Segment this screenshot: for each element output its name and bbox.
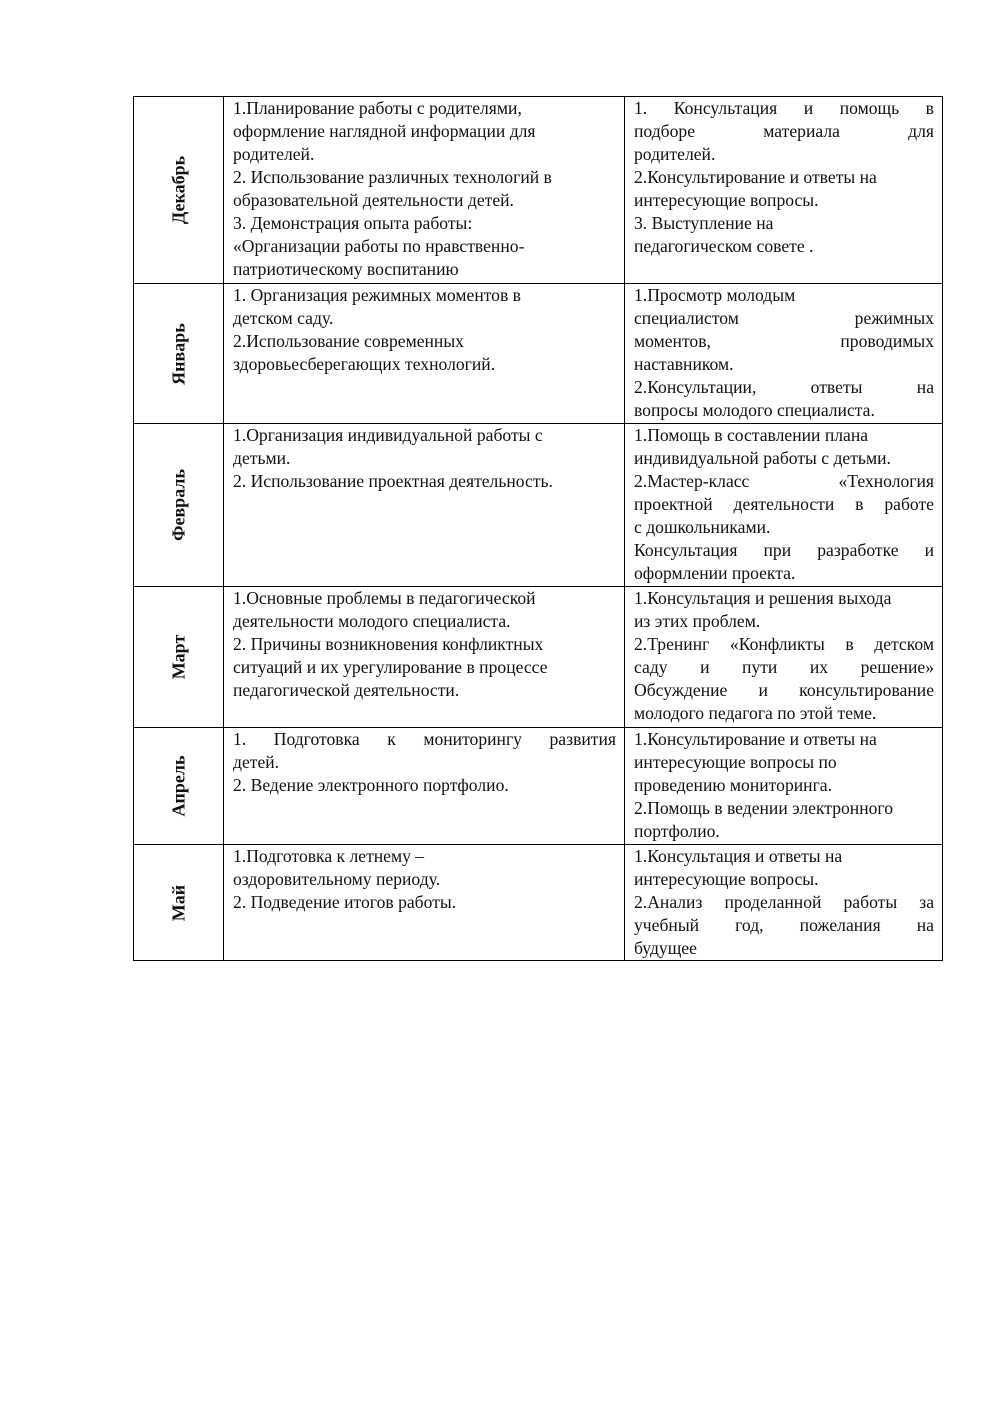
task-line: 1.Подготовка к летнему – (233, 846, 425, 866)
month-cell (134, 284, 224, 424)
form-line: из этих проблем. (634, 611, 761, 631)
forms-cell (625, 587, 943, 728)
form-line: 3. Выступление на (634, 213, 774, 233)
form-line: интересующие вопросы. (634, 869, 819, 889)
forms-cell (625, 845, 943, 961)
task-line: 2. Подведение итогов работы. (233, 892, 457, 912)
table-row (134, 424, 943, 587)
task-line: родителей. (233, 144, 315, 164)
form-line: 2.Анализ проделанной работы за (634, 892, 934, 912)
table-row (134, 845, 943, 961)
form-line: 2.Консультации, ответы на (634, 377, 934, 397)
form-line: 2.Тренинг «Конфликты в детском (634, 634, 934, 654)
month-label: Январь (168, 322, 188, 385)
task-line: оформление наглядной информации для (233, 121, 536, 141)
form-line: педагогическом совете . (634, 236, 814, 256)
task-line: детьми. (233, 448, 291, 468)
form-line: 1.Помощь в составлении плана (634, 425, 869, 445)
tasks-cell (224, 97, 625, 284)
task-line: 2. Использование проектная деятельность. (233, 471, 553, 491)
month-label: Февраль (168, 469, 188, 541)
form-line: оформлении проекта. (634, 563, 796, 583)
task-line: оздоровительному периоду. (233, 869, 441, 889)
tasks-cell (224, 284, 625, 424)
form-line: 1.Консультация и ответы на (634, 846, 843, 866)
month-cell (134, 587, 224, 728)
task-line: 1. Подготовка к мониторингу развития (233, 729, 616, 749)
month-label: Декабрь (168, 155, 188, 225)
table-row (134, 284, 943, 424)
task-line: 1.Организация индивидуальной работы с (233, 425, 543, 445)
forms-cell (625, 424, 943, 587)
form-line: с дошкольниками. (634, 517, 771, 537)
month-cell (134, 845, 224, 961)
form-line: портфолио. (634, 821, 720, 841)
form-line: Обсуждение и консультирование (634, 680, 934, 700)
task-line: здоровьесберегающих технологий. (233, 354, 496, 374)
tasks-cell (224, 845, 625, 961)
form-line: Консультация при разработке и (634, 540, 934, 560)
form-line: саду и пути их решение» (634, 657, 934, 677)
table-row (134, 97, 943, 284)
form-line: учебный год, пожелания на (634, 915, 934, 935)
form-line: интересующие вопросы. (634, 190, 819, 210)
task-line: 1.Планирование работы с родителями, (233, 98, 522, 118)
tasks-cell (224, 424, 625, 587)
form-line: проведению мониторинга. (634, 775, 832, 795)
plan-table-body (134, 97, 943, 961)
task-line: 2.Использование современных (233, 331, 464, 351)
form-line: подборе материала для (634, 121, 934, 141)
form-line: вопросы молодого специалиста. (634, 400, 875, 420)
mentoring-plan-table (133, 96, 943, 961)
month-label: Март (168, 634, 188, 680)
form-line: 2.Консультирование и ответы на (634, 167, 877, 187)
form-line: 2.Мастер-класс «Технология (634, 471, 934, 491)
form-line: будущее (634, 938, 697, 958)
form-line: 1. Консультация и помощь в (634, 98, 934, 118)
task-line: 2. Причины возникновения конфликтных (233, 634, 544, 654)
form-line: 1.Просмотр молодым (634, 285, 796, 305)
form-line: родителей. (634, 144, 716, 164)
tasks-cell (224, 728, 625, 845)
month-label: Май (168, 884, 188, 921)
task-line: 2. Использование различных технологий в (233, 167, 552, 187)
task-line: 2. Ведение электронного портфолио. (233, 775, 509, 795)
form-line: молодого педагога по этой теме. (634, 703, 877, 723)
task-line: 1.Основные проблемы в педагогической (233, 588, 536, 608)
task-line: ситуаций и их урегулирование в процессе (233, 657, 548, 677)
form-line: 1.Консультирование и ответы на (634, 729, 877, 749)
task-line: педагогической деятельности. (233, 680, 460, 700)
form-line: моментов, проводимых (634, 331, 934, 351)
task-line: детском саду. (233, 308, 334, 328)
table-row (134, 728, 943, 845)
form-line: интересующие вопросы по (634, 752, 837, 772)
form-line: специалистом режимных (634, 308, 934, 328)
form-line: 2.Помощь в ведении электронного (634, 798, 893, 818)
forms-cell (625, 728, 943, 845)
tasks-cell (224, 587, 625, 728)
form-line: проектной деятельности в работе (634, 494, 934, 514)
task-line: патриотическому воспитанию (233, 259, 459, 279)
form-line: 1.Консультация и решения выхода (634, 588, 892, 608)
table-row (134, 587, 943, 728)
task-line: детей. (233, 752, 280, 772)
month-label: Апрель (168, 755, 188, 817)
task-line: 3. Демонстрация опыта работы: (233, 213, 473, 233)
month-cell (134, 728, 224, 845)
task-line: «Организации работы по нравственно- (233, 236, 525, 256)
task-line: деятельности молодого специалиста. (233, 611, 511, 631)
month-cell (134, 424, 224, 587)
forms-cell (625, 97, 943, 284)
forms-cell (625, 284, 943, 424)
month-cell (134, 97, 224, 284)
form-line: наставником. (634, 354, 734, 374)
form-line: индивидуальной работы с детьми. (634, 448, 891, 468)
task-line: 1. Организация режимных моментов в (233, 285, 521, 305)
task-line: образовательной деятельности детей. (233, 190, 514, 210)
